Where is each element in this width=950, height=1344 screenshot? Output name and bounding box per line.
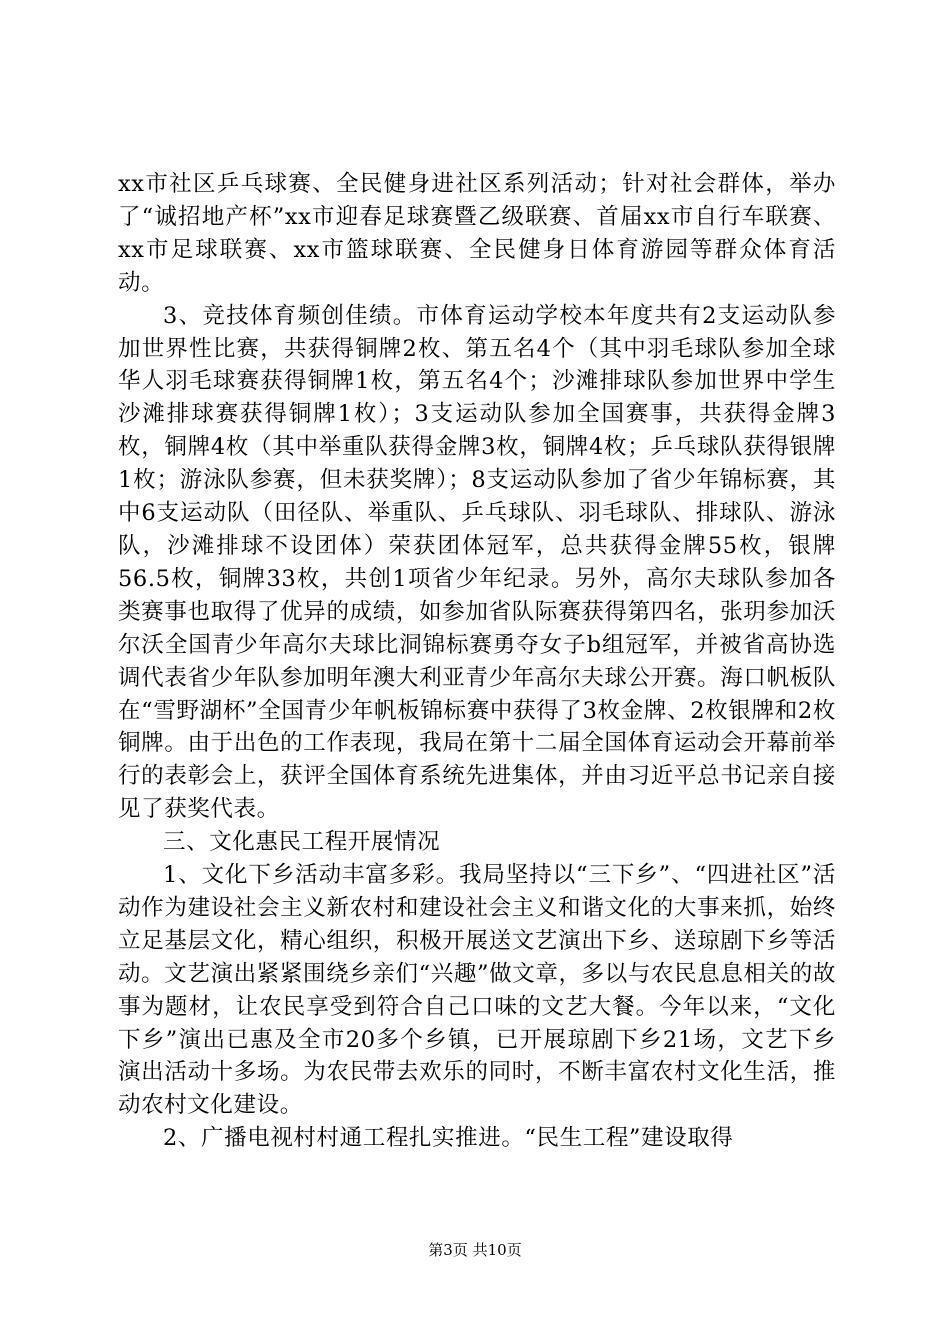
page-footer: 第3页 共10页 xyxy=(428,1241,522,1259)
section-heading-culture: 三、文化惠民工程开展情况 xyxy=(163,829,441,856)
paragraph-competitive-sports: 3、竞技体育频创佳绩。市体育运动学校本年度共有2支运动队参加世界性比赛，共获得铜牌2枚、第五名4个（其中羽毛球队参加全球华人羽毛球赛获得铜牌1枚，第五名4个；沙滩排球队参加世界中学生沙滩排球赛获得铜牌1枚）；3支运动队参加全国赛事，共获得金牌3枚，铜牌4枚（其中举重队获得金牌3枚，铜牌4枚；乒乓球队获得银牌1枚；游泳队参赛，但未获奖牌）；8支运动队参加了省少年锦标赛，其中6支运动队（田径队、举重队、乒乓球队、羽毛球队、排球队、游泳队，沙滩排球不设团体）荣获团体冠军，总共获得金牌55枚，银牌56.5枚，铜牌33枚，共创1项省少年纪录。另外，高尔夫球队参加各类赛事也取得了优异的成绩，如参加省队际赛获得第四名，张玥参加沃尔沃全国青少年高尔夫球比洞锦标赛勇夺女子b组冠军，并被省高协选调代表省少年队参加明年澳大利亚青少年高尔夫球公开赛。海口帆板队在“雪野湖杯”全国青少年帆板锦标赛中获得了3枚金牌、2枚银牌和2枚铜牌。由于出色的工作表现，我局在第十二届全国体育运动会开幕前举行的表彰会上，获评全国体育系统先进集体，并由习近平总书记亲自接见了获奖代表。 xyxy=(118,302,836,823)
paragraph-continuation: xx市社区乒乓球赛、全民健身进社区系列活动；针对社会群体，举办了“诚招地产杯”xx市迎春足球赛暨乙级联赛、首届xx市自行车联赛、xx市足球联赛、xx市篮球联赛、全民健身日体育游园等群众体育活动。 xyxy=(118,171,836,296)
body-text xyxy=(118,168,836,1155)
paragraph-culture-to-countryside: 1、文化下乡活动丰富多彩。我局坚持以“三下乡”、“四进社区”活动作为建设社会主义新农村和建设社会主义和谐文化的大事来抓，始终立足基层文化，精心组织，积极开展送文艺演出下乡、送琼剧下乡等活动。文艺演出紧紧围绕乡亲们“兴趣”做文章，多以与农民息息相关的故事为题材，让农民享受到符合自己口味的文艺大餐。今年以来，“文化下乡”演出已惠及全市20多个乡镇，已开展琼剧下乡21场，文艺下乡演出活动十多场。为农民带去欢乐的同时，不断丰富农村文化生活，推动农村文化建设。 xyxy=(118,862,836,1119)
paragraph-broadcast-tv: 2、广播电视村村通工程扎实推进。“民生工程”建设取得 xyxy=(163,1125,734,1152)
